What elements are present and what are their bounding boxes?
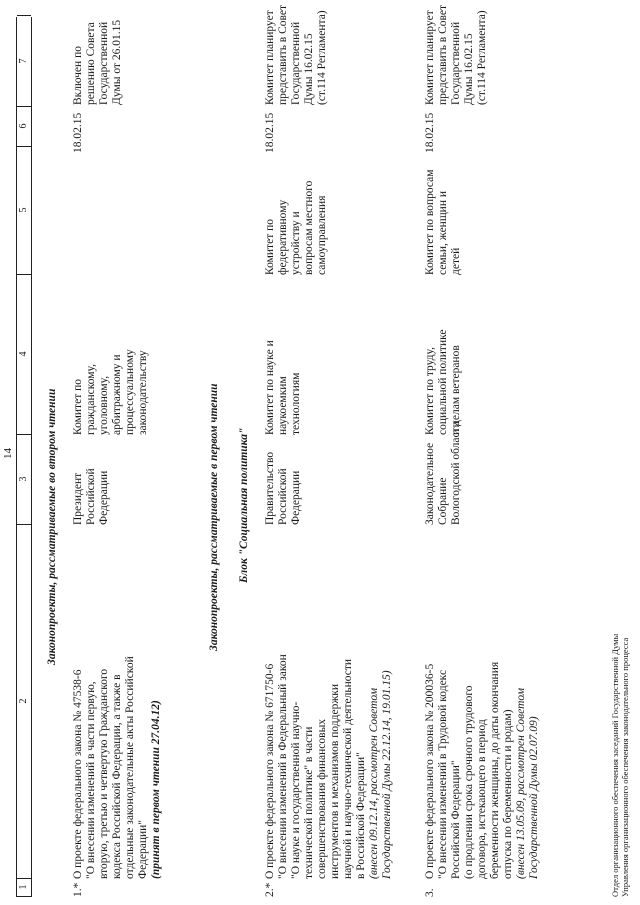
co-committee: Комитет по вопросам семьи, женщин и детей <box>424 169 462 275</box>
row-number: 1.* <box>72 882 84 897</box>
section-heading-first-reading: Законопроекты, рассматриваемые в первом чтении <box>208 383 220 651</box>
bill-status-note: (принят в первом чтении 27.04.12) <box>150 700 162 879</box>
column-header-1: 1 <box>17 878 31 897</box>
column-header-2: 2 <box>17 524 31 879</box>
responsible-committee: Комитет по науке и наукоемким технологиям <box>264 340 302 435</box>
initiator: Правительство Российской Федерации <box>264 451 302 525</box>
footer-note: Отдел организационного обеспечения заседаний Государственной Думы Управления организационного обеспечения законодательного процесса <box>610 633 630 897</box>
date: 18.02.15 <box>264 112 276 153</box>
bill-title: О проекте федерального закона № 671750-6 "О внесении изменений в Федеральный закон "О науке и государственной научно- технической политике" в части совершенствования финансовых инструментов и механизмов поддержки научной и научно-технической деятельности в Российской Федерации" (внесен 09.12.14, рассмотрен Советом Государственной Думы 22.12.14, 19.01.15) <box>264 654 393 879</box>
bill-title: О проекте федерального закона № 47538-6 "О внесении изменений в части первую, вторую, третью и четвертую Гражданского кодекса Российской Федерации, а также в отдельные законодательные акты Российской Федерации" (принят в первом чтении 27.04.12) <box>72 656 162 879</box>
remark: Включен по решению Совета Государственной Думы от 26.01.15 <box>72 19 123 105</box>
column-header-row <box>16 17 32 897</box>
co-committee: Комитет по федеративному устройству и вопросам местного самоуправления <box>264 180 328 275</box>
block-heading-social-policy: Блок "Социальная политика" <box>238 427 250 583</box>
column-header-7: 7 <box>17 15 31 107</box>
bill-title: О проекте федерального закона № 200036-5 "О внесении изменений в Трудовой кодекс Российской Федерации" (о продлении срока срочного трудового договора, истекающего в период беременности женщины, до даты окончания отпуска по беременности и родам) (внесен 13.05.09, рассмотрен Советом Государственной Думы 02.07.09) <box>424 661 540 879</box>
responsible-committee: Комитет по труду, социальной политике и делам ветеранов <box>424 329 462 435</box>
initiator: Законодательное Собрание Вологодской области <box>424 421 462 525</box>
column-header-3: 3 <box>17 434 31 525</box>
column-header-6: 6 <box>17 106 31 147</box>
section-heading-second-reading: Законопроекты, рассматриваемые во втором чтении <box>46 388 58 665</box>
bill-status-note: (внесен 09.12.14, рассмотрен Советом <box>368 687 380 879</box>
page-number: 14 <box>2 448 14 459</box>
row-number: 2.* <box>264 882 276 897</box>
date: 18.02.15 <box>72 112 84 153</box>
remark: Комитет планирует представить в Совет Государственной Думы 16.02.15 (ст.114 Регламента) <box>264 4 328 105</box>
column-header-5: 5 <box>17 146 31 275</box>
row-number: 3. <box>424 888 436 897</box>
column-header-4: 4 <box>17 274 31 435</box>
bill-status-note: (внесен 13.05.09, рассмотрен Советом <box>515 687 527 879</box>
responsible-committee: Комитет по гражданскому, уголовному, арбитражному и процессуальному законодательству <box>72 349 149 435</box>
initiator: Президент Российской Федерации <box>72 468 110 525</box>
date: 18.02.15 <box>424 112 436 153</box>
remark: Комитет планирует представить в Совет Государственной Думы 16.02.15 (ст.114 Регламента) <box>424 4 488 105</box>
